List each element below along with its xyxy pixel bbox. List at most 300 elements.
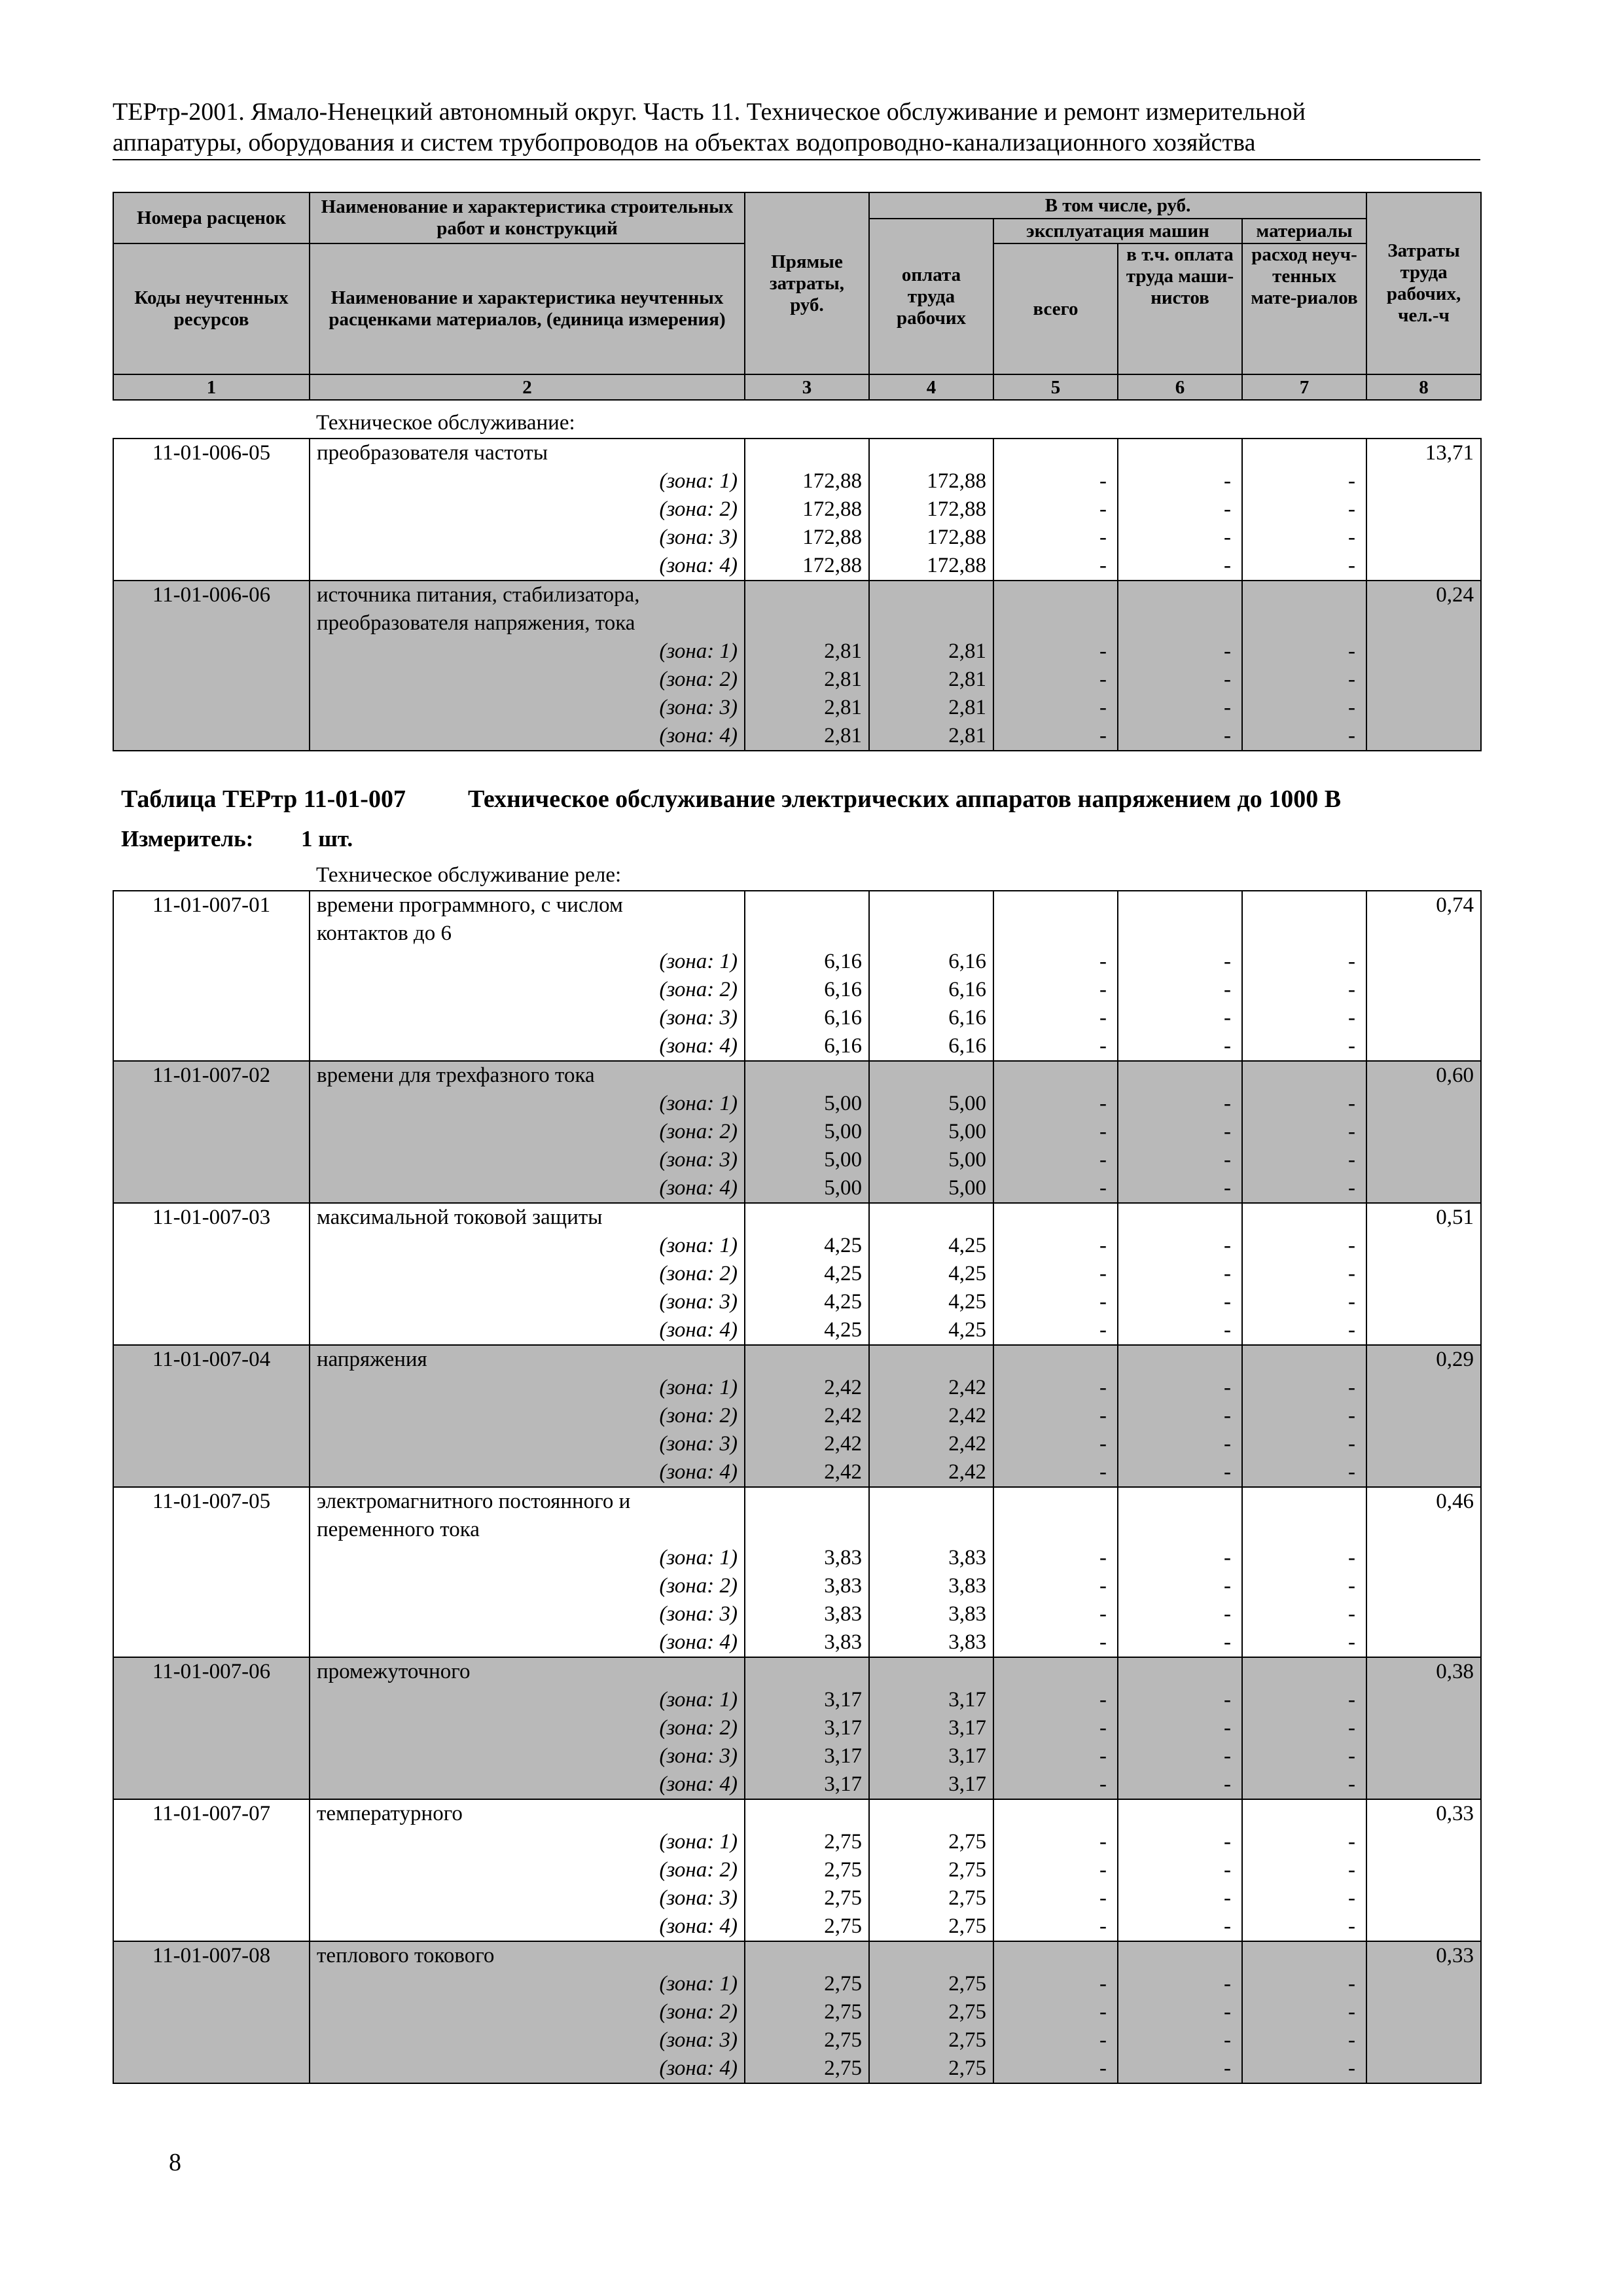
worker-pay: 2,75 [869, 1970, 993, 1998]
operator-pay: - [1118, 1032, 1242, 1061]
labor-cost-empty [1366, 1232, 1481, 1260]
rate-code-empty [113, 495, 310, 524]
operator-pay: - [1118, 495, 1242, 524]
header-labor: Затраты труда рабочих, чел.-ч [1366, 192, 1481, 374]
zone-label: (зона: 1) [310, 1374, 745, 1402]
labor-cost-empty [1366, 1118, 1481, 1146]
rate-code-empty [113, 976, 310, 1004]
header-material-name: Наименование и характеристика неучтенных расценками материалов, (единица измерения) [310, 243, 745, 374]
direct-cost-empty [745, 1487, 869, 1516]
worker-pay: 2,75 [869, 1856, 993, 1884]
machines-total: - [993, 1174, 1118, 1203]
worker-pay: 4,25 [869, 1316, 993, 1345]
machines-total-empty [993, 1516, 1118, 1544]
direct-cost: 3,17 [745, 1742, 869, 1770]
rate-code-empty [113, 1742, 310, 1770]
section-caption: Техническое обслуживание: [316, 411, 575, 435]
operator-pay: - [1118, 1600, 1242, 1628]
zone-label: (зона: 3) [310, 2026, 745, 2054]
machines-total: - [993, 1912, 1118, 1941]
table-row [113, 920, 1481, 948]
material-use: - [1242, 1316, 1366, 1345]
table-row [113, 2054, 1481, 2083]
rate-code-empty [113, 524, 310, 552]
rate-code-empty [113, 1146, 310, 1174]
table-row [113, 439, 1481, 467]
material-use: - [1242, 1374, 1366, 1402]
material-use-empty [1242, 439, 1366, 467]
operator-pay-empty [1118, 1799, 1242, 1828]
material-use: - [1242, 1770, 1366, 1799]
machines-total-empty [993, 609, 1118, 637]
machines-total: - [993, 1288, 1118, 1316]
rate-code: 11-01-007-03 [113, 1203, 310, 1232]
direct-cost-empty [745, 1799, 869, 1828]
table-title-text: Техническое обслуживание электрических аппаратов напряжением до 1000 В [468, 785, 1342, 813]
machines-total: - [993, 976, 1118, 1004]
labor-cost-empty [1366, 609, 1481, 637]
machines-total: - [993, 1430, 1118, 1458]
machines-total: - [993, 1770, 1118, 1799]
rate-code: 11-01-007-02 [113, 1061, 310, 1090]
operator-pay: - [1118, 467, 1242, 495]
header-machines-total: всего [993, 243, 1118, 374]
material-use: - [1242, 1544, 1366, 1572]
direct-cost-empty [745, 920, 869, 948]
direct-cost: 2,81 [745, 694, 869, 722]
machines-total: - [993, 1090, 1118, 1118]
material-use: - [1242, 1884, 1366, 1912]
operator-pay: - [1118, 1004, 1242, 1032]
rate-code-empty [113, 1912, 310, 1941]
direct-cost: 172,88 [745, 552, 869, 581]
direct-cost: 3,83 [745, 1628, 869, 1657]
material-use: - [1242, 1032, 1366, 1061]
table-row [113, 694, 1481, 722]
rate-code-empty [113, 1686, 310, 1714]
rate-code-empty [113, 2054, 310, 2083]
table-row [113, 467, 1481, 495]
labor-cost-empty [1366, 524, 1481, 552]
machines-total: - [993, 1714, 1118, 1742]
rate-code-empty [113, 666, 310, 694]
direct-cost: 5,00 [745, 1174, 869, 1203]
column-number: 8 [1366, 374, 1481, 400]
operator-pay: - [1118, 1714, 1242, 1742]
header-operator-pay: в т.ч. оплата труда маши-нистов [1118, 243, 1242, 374]
worker-pay: 3,83 [869, 1600, 993, 1628]
table-row [113, 495, 1481, 524]
machines-total: - [993, 1572, 1118, 1600]
material-use: - [1242, 552, 1366, 581]
header-worker-pay: оплата труда рабочих [869, 219, 993, 374]
rate-code-empty [113, 1374, 310, 1402]
machines-total: - [993, 722, 1118, 751]
rate-code-empty [113, 1118, 310, 1146]
material-use: - [1242, 1742, 1366, 1770]
material-use: - [1242, 1628, 1366, 1657]
worker-pay-empty [869, 891, 993, 920]
rate-code: 11-01-007-07 [113, 1799, 310, 1828]
zone-label: (зона: 4) [310, 1458, 745, 1487]
column-number-row [113, 374, 1481, 400]
material-use: - [1242, 1090, 1366, 1118]
material-use-empty [1242, 1061, 1366, 1090]
operator-pay: - [1118, 1458, 1242, 1487]
zone-label: (зона: 2) [310, 495, 745, 524]
direct-cost: 4,25 [745, 1232, 869, 1260]
material-use: - [1242, 976, 1366, 1004]
header-line-2: аппаратуры, оборудования и систем трубопроводов на объектах водопроводно-канализационного хозяйства [113, 129, 1256, 156]
rate-code: 11-01-007-04 [113, 1345, 310, 1374]
machines-total: - [993, 1232, 1118, 1260]
direct-cost: 2,81 [745, 722, 869, 751]
labor-cost-empty [1366, 666, 1481, 694]
table-row [113, 1032, 1481, 1061]
measure-unit [121, 826, 353, 852]
direct-cost: 3,83 [745, 1572, 869, 1600]
material-use: - [1242, 467, 1366, 495]
worker-pay: 3,17 [869, 1686, 993, 1714]
table-row [113, 1232, 1481, 1260]
operator-pay: - [1118, 1572, 1242, 1600]
worker-pay: 2,42 [869, 1374, 993, 1402]
zone-label: (зона: 3) [310, 1600, 745, 1628]
table-row [113, 722, 1481, 751]
operator-pay: - [1118, 637, 1242, 666]
rate-code-empty [113, 637, 310, 666]
table-row [113, 1742, 1481, 1770]
work-name: температурного [310, 1799, 745, 1828]
direct-cost: 6,16 [745, 976, 869, 1004]
direct-cost: 2,75 [745, 1970, 869, 1998]
labor-cost-empty [1366, 1288, 1481, 1316]
worker-pay: 5,00 [869, 1174, 993, 1203]
page-header [113, 97, 1480, 158]
operator-pay: - [1118, 1146, 1242, 1174]
labor-cost-empty [1366, 920, 1481, 948]
machines-total: - [993, 524, 1118, 552]
table-row [113, 1203, 1481, 1232]
table-row [113, 524, 1481, 552]
machines-total: - [993, 1032, 1118, 1061]
rate-code-empty [113, 1970, 310, 1998]
machines-total: - [993, 1828, 1118, 1856]
work-name: преобразователя частоты [310, 439, 745, 467]
material-use: - [1242, 1232, 1366, 1260]
operator-pay-empty [1118, 1203, 1242, 1232]
labor-cost-empty [1366, 467, 1481, 495]
table-row [113, 552, 1481, 581]
table-section-1 [113, 408, 1482, 751]
labor-cost-empty [1366, 495, 1481, 524]
operator-pay: - [1118, 1628, 1242, 1657]
work-name: теплового токового [310, 1941, 745, 1970]
worker-pay: 2,75 [869, 1998, 993, 2026]
zone-label: (зона: 3) [310, 524, 745, 552]
labor-cost: 0,33 [1366, 1941, 1481, 1970]
labor-cost: 0,46 [1366, 1487, 1481, 1516]
material-use: - [1242, 495, 1366, 524]
worker-pay: 3,17 [869, 1714, 993, 1742]
operator-pay: - [1118, 1970, 1242, 1998]
measure-label: Измеритель: [121, 826, 254, 852]
table-row [113, 1345, 1481, 1374]
zone-label: (зона: 2) [310, 1714, 745, 1742]
rate-code-empty [113, 920, 310, 948]
zone-label: (зона: 1) [310, 1970, 745, 1998]
material-use: - [1242, 1600, 1366, 1628]
material-use: - [1242, 694, 1366, 722]
table-row [113, 1004, 1481, 1032]
direct-cost: 2,81 [745, 637, 869, 666]
zone-label: (зона: 3) [310, 1430, 745, 1458]
direct-cost-empty [745, 1345, 869, 1374]
direct-cost-empty [745, 1061, 869, 1090]
operator-pay: - [1118, 694, 1242, 722]
operator-pay: - [1118, 1402, 1242, 1430]
direct-cost: 5,00 [745, 1090, 869, 1118]
table-row [113, 1316, 1481, 1345]
material-use-empty [1242, 1516, 1366, 1544]
machines-total-empty [993, 1799, 1118, 1828]
worker-pay: 2,81 [869, 722, 993, 751]
machines-total: - [993, 1316, 1118, 1345]
machines-total: - [993, 637, 1118, 666]
material-use-empty [1242, 920, 1366, 948]
direct-cost: 4,25 [745, 1260, 869, 1288]
table-row [113, 666, 1481, 694]
material-use: - [1242, 1856, 1366, 1884]
worker-pay: 3,83 [869, 1544, 993, 1572]
machines-total: - [993, 1884, 1118, 1912]
material-use: - [1242, 1686, 1366, 1714]
operator-pay: - [1118, 1828, 1242, 1856]
worker-pay: 2,42 [869, 1458, 993, 1487]
material-use: - [1242, 722, 1366, 751]
machines-total: - [993, 948, 1118, 976]
machines-total-empty [993, 1487, 1118, 1516]
operator-pay: - [1118, 524, 1242, 552]
direct-cost: 2,75 [745, 2054, 869, 2083]
direct-cost: 6,16 [745, 1032, 869, 1061]
zone-label: (зона: 1) [310, 1828, 745, 1856]
zone-label: (зона: 4) [310, 1628, 745, 1657]
table-row [113, 1544, 1481, 1572]
zone-label: (зона: 1) [310, 1232, 745, 1260]
column-number: 4 [869, 374, 993, 400]
direct-cost-empty [745, 1941, 869, 1970]
zone-label: (зона: 4) [310, 1770, 745, 1799]
zone-label: (зона: 2) [310, 976, 745, 1004]
table-row [113, 1487, 1481, 1516]
work-name: переменного тока [310, 1516, 745, 1544]
worker-pay: 3,17 [869, 1770, 993, 1799]
table-row [113, 948, 1481, 976]
zone-label: (зона: 1) [310, 637, 745, 666]
worker-pay: 3,17 [869, 1742, 993, 1770]
zone-label: (зона: 4) [310, 722, 745, 751]
machines-total: - [993, 1118, 1118, 1146]
work-name: электромагнитного постоянного и [310, 1487, 745, 1516]
direct-cost: 6,16 [745, 948, 869, 976]
worker-pay-empty [869, 1516, 993, 1544]
labor-cost-empty [1366, 1458, 1481, 1487]
header-material-use: расход неуч-тенных мате-риалов [1242, 243, 1366, 374]
worker-pay-empty [869, 439, 993, 467]
header-direct-costs: Прямые затраты, руб. [745, 192, 869, 374]
labor-cost-empty [1366, 1828, 1481, 1856]
material-use-empty [1242, 1487, 1366, 1516]
rate-code-empty [113, 1174, 310, 1203]
table-row [113, 1912, 1481, 1941]
worker-pay: 5,00 [869, 1118, 993, 1146]
operator-pay: - [1118, 1912, 1242, 1941]
labor-cost-empty [1366, 1032, 1481, 1061]
labor-cost-empty [1366, 1770, 1481, 1799]
labor-cost-empty [1366, 1714, 1481, 1742]
operator-pay-empty [1118, 1941, 1242, 1970]
machines-total: - [993, 1998, 1118, 2026]
operator-pay-empty [1118, 1516, 1242, 1544]
operator-pay: - [1118, 1118, 1242, 1146]
rate-code: 11-01-006-06 [113, 581, 310, 609]
worker-pay: 172,88 [869, 495, 993, 524]
operator-pay: - [1118, 1742, 1242, 1770]
material-use: - [1242, 637, 1366, 666]
operator-pay: - [1118, 1288, 1242, 1316]
rate-code-empty [113, 2026, 310, 2054]
machines-total: - [993, 1686, 1118, 1714]
labor-cost-empty [1366, 1146, 1481, 1174]
table-row [113, 1288, 1481, 1316]
material-use: - [1242, 1260, 1366, 1288]
labor-cost: 13,71 [1366, 439, 1481, 467]
labor-cost-empty [1366, 948, 1481, 976]
operator-pay: - [1118, 1884, 1242, 1912]
rate-code-empty [113, 1572, 310, 1600]
direct-cost: 4,25 [745, 1288, 869, 1316]
machines-total: - [993, 1146, 1118, 1174]
machines-total: - [993, 1628, 1118, 1657]
direct-cost-empty [745, 609, 869, 637]
zone-label: (зона: 2) [310, 1856, 745, 1884]
direct-cost-empty [745, 581, 869, 609]
rate-code-empty [113, 1430, 310, 1458]
direct-cost: 3,83 [745, 1600, 869, 1628]
labor-cost-empty [1366, 1970, 1481, 1998]
direct-cost: 3,17 [745, 1714, 869, 1742]
direct-cost-empty [745, 1516, 869, 1544]
machines-total: - [993, 694, 1118, 722]
operator-pay-empty [1118, 439, 1242, 467]
header-machines: эксплуатация машин [993, 219, 1242, 243]
table-row [113, 1657, 1481, 1686]
operator-pay-empty [1118, 581, 1242, 609]
column-header-table [113, 192, 1482, 401]
labor-cost-empty [1366, 1004, 1481, 1032]
worker-pay: 5,00 [869, 1146, 993, 1174]
machines-total: - [993, 552, 1118, 581]
table-row [113, 1090, 1481, 1118]
machines-total-empty [993, 920, 1118, 948]
operator-pay: - [1118, 1232, 1242, 1260]
table-row [113, 1941, 1481, 1970]
worker-pay: 172,88 [869, 467, 993, 495]
worker-pay-empty [869, 1487, 993, 1516]
machines-total: - [993, 1402, 1118, 1430]
labor-cost: 0,51 [1366, 1203, 1481, 1232]
direct-cost: 4,25 [745, 1316, 869, 1345]
table-row [113, 1856, 1481, 1884]
operator-pay: - [1118, 1686, 1242, 1714]
worker-pay-empty [869, 1203, 993, 1232]
table-row [113, 1516, 1481, 1544]
labor-cost-empty [1366, 1316, 1481, 1345]
material-use: - [1242, 1288, 1366, 1316]
direct-cost: 5,00 [745, 1146, 869, 1174]
machines-total: - [993, 1856, 1118, 1884]
zone-label: (зона: 1) [310, 1544, 745, 1572]
direct-cost: 2,42 [745, 1374, 869, 1402]
table-row [113, 581, 1481, 609]
material-use: - [1242, 1912, 1366, 1941]
table-section-2 [113, 860, 1482, 2084]
rate-code-empty [113, 1260, 310, 1288]
table-row [113, 637, 1481, 666]
column-number: 5 [993, 374, 1118, 400]
section-caption-row [113, 408, 1481, 439]
column-number: 1 [113, 374, 310, 400]
zone-label: (зона: 2) [310, 1118, 745, 1146]
operator-pay: - [1118, 948, 1242, 976]
rate-code-empty [113, 722, 310, 751]
operator-pay: - [1118, 552, 1242, 581]
zone-label: (зона: 4) [310, 1174, 745, 1203]
worker-pay-empty [869, 609, 993, 637]
caption-spacer [113, 408, 310, 439]
zone-label: (зона: 3) [310, 694, 745, 722]
section-caption: Техническое обслуживание реле: [316, 863, 622, 887]
material-use-empty [1242, 1657, 1366, 1686]
material-use-empty [1242, 1941, 1366, 1970]
table-row [113, 1174, 1481, 1203]
work-name: времени программного, с числом [310, 891, 745, 920]
table-row [113, 1686, 1481, 1714]
rate-code-empty [113, 1770, 310, 1799]
direct-cost: 2,75 [745, 2026, 869, 2054]
machines-total: - [993, 1970, 1118, 1998]
operator-pay: - [1118, 1856, 1242, 1884]
operator-pay-empty [1118, 891, 1242, 920]
table-row [113, 2026, 1481, 2054]
zone-label: (зона: 3) [310, 1004, 745, 1032]
zone-label: (зона: 2) [310, 1402, 745, 1430]
labor-cost: 0,24 [1366, 581, 1481, 609]
header-materials: материалы [1242, 219, 1366, 243]
labor-cost: 0,38 [1366, 1657, 1481, 1686]
material-use: - [1242, 666, 1366, 694]
direct-cost: 172,88 [745, 524, 869, 552]
material-use: - [1242, 1458, 1366, 1487]
rate-code-empty [113, 552, 310, 581]
machines-total: - [993, 1004, 1118, 1032]
zone-label: (зона: 3) [310, 1742, 745, 1770]
worker-pay: 3,83 [869, 1572, 993, 1600]
work-name: контактов до 6 [310, 920, 745, 948]
work-name: максимальной токовой защиты [310, 1203, 745, 1232]
machines-total: - [993, 1600, 1118, 1628]
